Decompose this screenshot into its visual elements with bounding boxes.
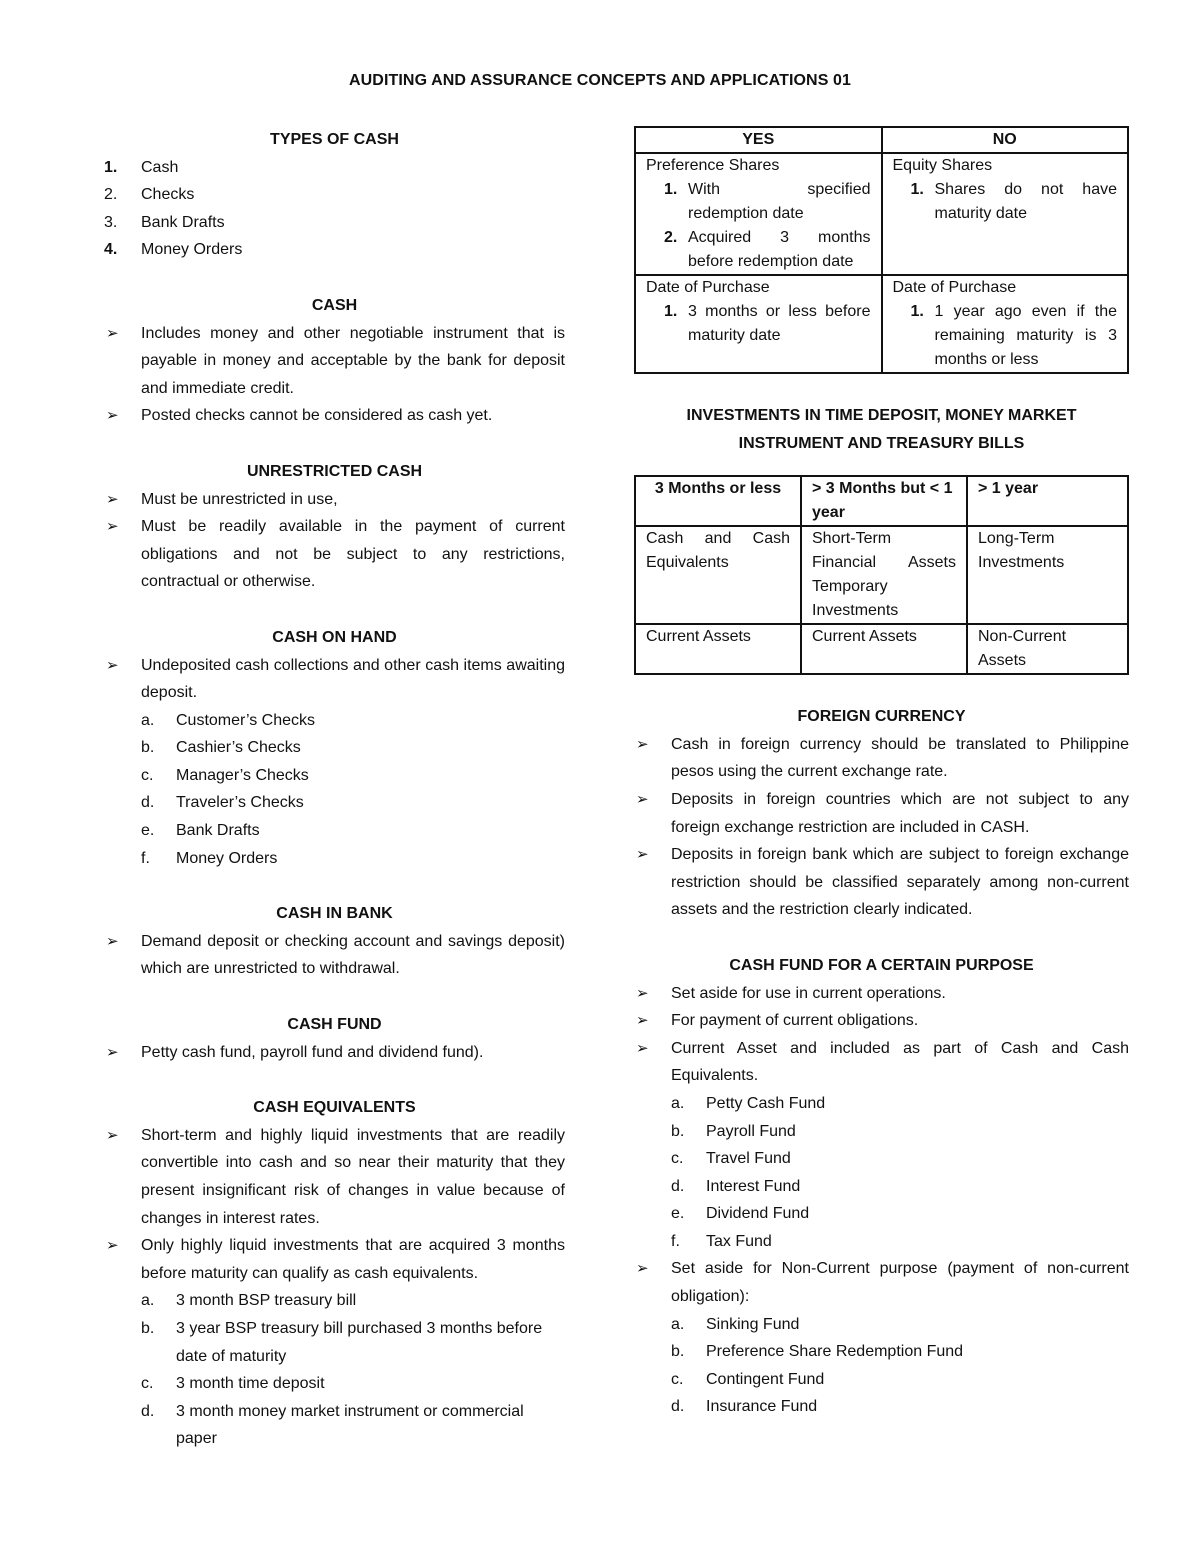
list-text: 3 year BSP treasury bill purchased 3 months before date of maturity — [176, 1319, 543, 1365]
bullet-text: Demand deposit or checking account and savings deposit) which are unrestricted to withdrawal. — [141, 932, 565, 978]
left-column — [104, 126, 565, 1453]
list-marker: d. — [671, 1398, 685, 1416]
investments-heading-line-1: INVESTMENTS IN TIME DEPOSIT, MONEY MARKET — [686, 407, 1077, 424]
arrow-bullet-icon: ➢ — [636, 790, 649, 808]
cell-title: Date of Purchase — [892, 279, 1017, 296]
bullet-item — [634, 786, 1129, 841]
list-item — [671, 1090, 1129, 1118]
bullet-text: Cash in foreign currency should be translated to Philippine pesos using the current exchange rate. — [671, 735, 1129, 781]
list-item — [141, 817, 565, 845]
list-text: Shares do not have maturity date — [934, 181, 1117, 222]
list-text: Manager’s Checks — [176, 766, 309, 784]
list-text: Money Orders — [141, 241, 243, 259]
list-marker: f. — [671, 1232, 680, 1250]
list-text: 3 month money market instrument or commercial paper — [176, 1402, 524, 1448]
bullet-text: Set aside for Non-Current purpose (payment of non-current obligation): — [671, 1260, 1129, 1306]
cell-title: Date of Purchase — [646, 279, 770, 296]
cash-bullets — [104, 320, 565, 430]
list-item — [893, 178, 1118, 226]
arrow-bullet-icon: ➢ — [636, 1012, 649, 1030]
table-cell — [882, 153, 1129, 275]
bullet-text: Must be readily available in the payment of current obligations and not be subject to any restrictions, contractual or otherwise. — [141, 518, 565, 591]
cash-on-hand-sublist — [104, 707, 565, 873]
list-marker: 4. — [104, 241, 118, 259]
table-header: > 1 year — [967, 476, 1128, 526]
list-marker: d. — [141, 1402, 155, 1420]
list-text: Customer’s Checks — [176, 711, 316, 729]
list-item — [671, 1366, 1129, 1394]
arrow-bullet-icon: ➢ — [106, 407, 119, 425]
cash-heading: CASH — [311, 296, 358, 314]
arrow-bullet-icon: ➢ — [636, 735, 649, 753]
cash-on-hand-bullets — [104, 652, 565, 707]
list-item — [646, 226, 871, 274]
investments-table — [634, 475, 1129, 675]
types-of-cash-list — [104, 154, 565, 264]
list-item — [671, 1311, 1129, 1339]
bullet-item — [104, 486, 565, 514]
list-item — [141, 762, 565, 790]
table-header-no: NO — [882, 127, 1129, 153]
bullet-item — [634, 841, 1129, 924]
bullet-text: Only highly liquid investments that are acquired 3 months before maturity can qualify as cash equivalents. — [141, 1237, 565, 1282]
bullet-item — [104, 1122, 565, 1232]
bullet-text: Deposits in foreign bank which are subject to foreign exchange restriction should be classified separately among non-current assets and the restriction clearly indicated. — [671, 846, 1129, 919]
list-marker: c. — [671, 1370, 684, 1388]
list-text: 3 month time deposit — [176, 1375, 325, 1393]
bullet-item — [104, 1039, 565, 1067]
list-item — [671, 1145, 1129, 1173]
list-item — [104, 209, 565, 237]
foreign-currency-heading: FOREIGN CURRENCY — [797, 708, 966, 726]
list-marker: c. — [141, 1375, 154, 1393]
bullet-text: Petty cash fund, payroll fund and dividend fund). — [141, 1043, 484, 1061]
list-item — [671, 1228, 1129, 1256]
list-text: Contingent Fund — [706, 1370, 825, 1388]
table-cell — [635, 153, 882, 275]
list-item — [141, 845, 565, 873]
list-item — [141, 1315, 565, 1370]
list-marker: 1. — [910, 181, 924, 198]
cell-list — [893, 178, 1118, 226]
arrow-bullet-icon: ➢ — [106, 490, 119, 508]
list-marker: c. — [141, 766, 154, 784]
bullet-item — [104, 928, 565, 983]
list-item — [671, 1200, 1129, 1228]
list-text: Payroll Fund — [706, 1122, 796, 1140]
bullet-item — [104, 320, 565, 403]
types-of-cash-heading: TYPES OF CASH — [270, 131, 399, 148]
cell-list — [646, 178, 871, 274]
list-text: Sinking Fund — [706, 1315, 800, 1333]
bullet-item — [634, 980, 1129, 1008]
cell-list — [893, 300, 1118, 372]
list-marker: b. — [141, 739, 155, 757]
table-cell: Current Assets — [635, 624, 801, 674]
list-text: Tax Fund — [706, 1232, 772, 1250]
bullet-item — [104, 652, 565, 707]
list-item — [141, 1398, 565, 1453]
bullet-text: Current Asset and included as part of Cash and Cash Equivalents. — [671, 1039, 1129, 1085]
bullet-text: For payment of current obligations. — [671, 1012, 919, 1030]
cash-fund-bullets — [104, 1039, 565, 1067]
arrow-bullet-icon: ➢ — [106, 656, 119, 674]
list-marker: a. — [671, 1315, 685, 1333]
list-marker: e. — [141, 822, 155, 840]
arrow-bullet-icon: ➢ — [106, 324, 119, 342]
arrow-bullet-icon: ➢ — [636, 846, 649, 864]
list-text: 1 year ago even if the remaining maturity is 3 months or less — [934, 303, 1117, 368]
list-text: Petty Cash Fund — [706, 1094, 826, 1112]
cell-title: Equity Shares — [892, 157, 993, 174]
bullet-text: Deposits in foreign countries which are not subject to any foreign exchange restriction are included in CASH. — [671, 790, 1129, 836]
list-text: Insurance Fund — [706, 1398, 818, 1416]
list-item — [646, 178, 871, 226]
unrestricted-bullets — [104, 486, 565, 596]
list-text: Traveler’s Checks — [176, 794, 304, 812]
list-marker: 1. — [664, 303, 678, 320]
unrestricted-cash-heading: UNRESTRICTED CASH — [246, 462, 423, 480]
non-current-bullets — [634, 1255, 1129, 1310]
bullet-text: Includes money and other negotiable instrument that is payable in money and acceptable by the bank for deposit and immediate credit. — [141, 324, 565, 397]
list-marker: 3. — [104, 213, 118, 231]
shares-classification-table — [634, 126, 1129, 374]
list-marker: a. — [141, 711, 155, 729]
cash-fund-heading: CASH FUND — [287, 1016, 382, 1034]
list-text: 3 months or less before maturity date — [688, 303, 871, 344]
list-item — [671, 1338, 1129, 1366]
arrow-bullet-icon: ➢ — [636, 1039, 649, 1057]
page-title: AUDITING AND ASSURANCE CONCEPTS AND APPLICATIONS 01 — [348, 72, 852, 89]
bullet-text: Undeposited cash collections and other cash items awaiting deposit. — [141, 656, 565, 702]
bullet-text: Short-term and highly liquid investments that are readily convertible into cash and so near their maturity that they present insignificant risk of changes in value because of changes in interest rates. — [141, 1126, 565, 1227]
table-cell: Current Assets — [801, 624, 967, 674]
table-cell: Non-Current Assets — [967, 624, 1128, 674]
list-marker: b. — [671, 1343, 685, 1361]
table-cell: Cash and Cash Equivalents — [635, 526, 801, 624]
list-text: Money Orders — [176, 849, 278, 867]
list-marker: 2. — [664, 229, 678, 246]
list-marker: b. — [141, 1319, 155, 1337]
list-item — [671, 1393, 1129, 1421]
bullet-item — [104, 1232, 565, 1287]
cell-list — [646, 300, 871, 348]
list-marker: 1. — [104, 158, 118, 176]
list-marker: 1. — [910, 303, 924, 320]
arrow-bullet-icon: ➢ — [106, 1237, 119, 1255]
list-text: Cash — [141, 158, 179, 176]
list-item — [671, 1118, 1129, 1146]
cash-equivalents-bullets — [104, 1122, 565, 1288]
foreign-currency-bullets — [634, 731, 1129, 924]
table-cell: Short-Term Financial Assets Temporary Investments — [801, 526, 967, 624]
list-text: With specified redemption date — [688, 181, 871, 222]
list-text: Acquired 3 months before redemption date — [688, 229, 871, 270]
bullet-item — [634, 731, 1129, 786]
list-item — [671, 1173, 1129, 1201]
list-marker: a. — [141, 1292, 155, 1310]
arrow-bullet-icon: ➢ — [636, 1260, 649, 1278]
bullet-item — [104, 513, 565, 596]
list-text: Cashier’s Checks — [176, 739, 301, 757]
investments-heading-line-2: INSTRUMENT AND TREASURY BILLS — [738, 434, 1025, 452]
list-text: Interest Fund — [706, 1177, 801, 1195]
table-header: > 3 Months but < 1 year — [801, 476, 967, 526]
table-cell: Long-Term Investments — [967, 526, 1128, 624]
bullet-text: Posted checks cannot be considered as cash yet. — [141, 407, 493, 425]
cash-fund-purpose-bullets — [634, 980, 1129, 1090]
table-header: 3 Months or less — [635, 476, 801, 526]
arrow-bullet-icon: ➢ — [106, 518, 119, 536]
table-header-yes: YES — [635, 127, 882, 153]
table-cell — [882, 275, 1129, 373]
list-item — [141, 1370, 565, 1398]
cash-equivalents-heading: CASH EQUIVALENTS — [253, 1099, 416, 1117]
cash-on-hand-heading: CASH ON HAND — [272, 628, 397, 646]
list-marker: d. — [141, 794, 155, 812]
list-marker: e. — [671, 1205, 685, 1223]
list-text: Travel Fund — [706, 1150, 791, 1168]
cash-fund-purpose-heading: CASH FUND FOR A CERTAIN PURPOSE — [729, 956, 1034, 974]
list-marker: c. — [671, 1150, 684, 1168]
list-item — [141, 707, 565, 735]
list-item — [104, 154, 565, 182]
list-marker: f. — [141, 849, 150, 867]
cash-in-bank-bullets — [104, 928, 565, 983]
current-funds-sublist — [634, 1090, 1129, 1256]
bullet-item — [634, 1007, 1129, 1035]
bullet-text: Must be unrestricted in use, — [141, 490, 338, 508]
list-text: Bank Drafts — [141, 213, 225, 231]
list-item — [141, 1287, 565, 1315]
bullet-text: Set aside for use in current operations. — [671, 984, 946, 1002]
cash-equivalents-sublist — [104, 1287, 565, 1453]
table-cell — [635, 275, 882, 373]
arrow-bullet-icon: ➢ — [636, 984, 649, 1002]
right-column — [634, 126, 1129, 1421]
list-text: Preference Share Redemption Fund — [706, 1343, 964, 1361]
non-current-funds-sublist — [634, 1311, 1129, 1421]
list-item — [141, 789, 565, 817]
arrow-bullet-icon: ➢ — [106, 1043, 119, 1061]
list-text: Bank Drafts — [176, 822, 260, 840]
list-text: Dividend Fund — [706, 1205, 810, 1223]
list-item — [141, 734, 565, 762]
list-marker: a. — [671, 1094, 685, 1112]
list-text: Checks — [141, 186, 195, 204]
list-item — [646, 300, 871, 348]
list-text: 3 month BSP treasury bill — [176, 1292, 357, 1310]
list-marker: 1. — [664, 181, 678, 198]
arrow-bullet-icon: ➢ — [106, 932, 119, 950]
list-item — [104, 236, 565, 264]
list-item — [893, 300, 1118, 372]
bullet-item — [634, 1255, 1129, 1310]
list-item — [104, 181, 565, 209]
list-marker: 2. — [104, 186, 118, 204]
arrow-bullet-icon: ➢ — [106, 1126, 119, 1144]
bullet-item — [634, 1035, 1129, 1090]
cash-in-bank-heading: CASH IN BANK — [276, 905, 393, 923]
list-marker: d. — [671, 1177, 685, 1195]
bullet-item — [104, 402, 565, 430]
list-marker: b. — [671, 1122, 685, 1140]
cell-title: Preference Shares — [646, 157, 780, 174]
